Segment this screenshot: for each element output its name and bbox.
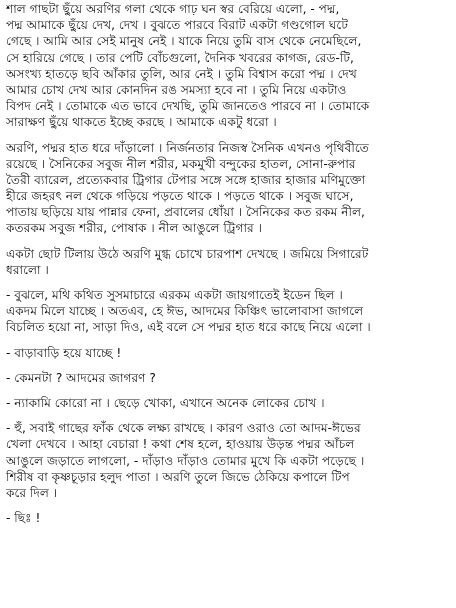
paragraph-gap — [6, 131, 450, 140]
text-line: শিরীষ বা কৃষ্ণচূড়ার হলুদ পাতা । অরণি তুলে জিভে ঠেকিয়ে কপালে টিপ — [6, 469, 350, 484]
text-line: একদম মিলে যাচ্ছে । অতএব, হে ঈভ, আদমের কিঞ্চিৎ ভালোবাসা জাগলে — [6, 304, 364, 319]
text-line: - হুঁ, সবাই গাছের ফাঁক থেকে লক্ষ্য রাখছে । কারণ ওরাও তো আদম-ঈভের — [6, 421, 361, 436]
text-line: রয়েছে । সৈনিকের সবুজ নীল শরীর, মকমুখী বন্দুকের হাতল, সোনা-রুপার — [6, 156, 356, 171]
text-line: পাতায় ছড়িয়ে যায় পান্নার ফেনা, প্রবালের ধোঁয়া । সৈনিকের কত রকম নীল, — [6, 205, 365, 220]
paragraph-gap — [6, 361, 450, 370]
text-line: আমার চোখ দেখ আর কোনদিন রঙ সমস্যা হবে না । তুমি নিয়ে একটাও — [6, 82, 347, 97]
paragraph-6 — [6, 370, 450, 386]
text-line: একটা ছোট টিলায় উঠে অরণি মুগ্ধ চোখে চারপাশ দেখছে । জমিয়ে সিগারেট — [6, 246, 369, 261]
text-line: সারাক্ষণ ছুঁয়ে থাকতে ইচ্ছে করছে । আমাকে একটু ধরো । — [6, 115, 277, 130]
text-line: তৈরী ব্যারেল, প্রত্যেকবার ট্রিগার টেপার সঙ্গে সঙ্গে হাজার হাজার মণিমুক্তো — [6, 172, 366, 187]
text-line: - কেমনটা ? আদমের জাগরণ ? — [6, 370, 156, 385]
paragraph-9 — [6, 510, 450, 526]
paragraph-gap — [6, 237, 450, 246]
text-line: গেছে । আমি আর সেই মানুষ নেই । যাকে নিয়ে তুমি বাস থেকে নেমেছিলে, — [6, 34, 362, 49]
text-line: - বুঝলে, মথি কথিত সুসমাচারে এরকম একটা জায়গাতেই ইডেন ছিল । — [6, 288, 343, 302]
text-line: - বাড়াবাড়ি হয়ে যাচ্ছে ! — [6, 345, 122, 360]
paragraph-8 — [6, 420, 450, 501]
paragraph-gap — [6, 278, 450, 287]
text-line: অরণি, পদ্মর হাত ধরে দাঁড়ালো । নির্জনতার নিজস্ব সৈনিক এখনও পৃথিবীতে — [6, 140, 369, 155]
paragraph-1 — [6, 1, 450, 131]
paragraph-gap — [6, 501, 450, 510]
text-line: ধরালো । — [6, 262, 49, 277]
text-line: কতরকম সবুজ শরীর, পোষাক । নীল আঙুলে ট্রিগার । — [6, 221, 262, 236]
paragraph-gap — [6, 386, 450, 395]
paragraph-gap — [6, 336, 450, 345]
text-line: হীরে জহরৎ নল থেকে গড়িয়ে পড়তে থাকে । পড়তে থাকে । সবুজ ঘাসে, — [6, 189, 354, 204]
text-line: পদ্ম আমাকে ছুঁয়ে দেখ, দেখ । বুঝতে পারবে বিরাট একটা গণ্ডগোল ঘটে — [6, 18, 348, 33]
text-line: খেলা দেখবে । আহা বেচারা ! কথা শেষ হলে, হাওয়ায় উড়ন্ত পদ্মর আঁচল — [6, 437, 355, 452]
text-line: বিচলিত হয়ো না, সাড়া দিও, এই বলে সে পদ্মর হাত ধরে কাছে নিয়ে এলো । — [6, 320, 371, 335]
text-line: - ছিঃ ! — [6, 511, 41, 526]
paragraph-3 — [6, 246, 450, 278]
text-line: বিপদ নেই । তোমাকে এত ভাবে দেখছি, তুমি জানতেও পারবে না । তোমাকে — [6, 99, 370, 114]
text-line: - ন্যাকামি কোরো না । ছেড়ে খোকা, এখানে অনেক লোকের চোখ । — [6, 395, 325, 410]
paragraph-gap — [6, 411, 450, 420]
paragraph-7 — [6, 395, 450, 411]
paragraph-4 — [6, 287, 450, 336]
text-line: আঙুলে জড়াতে লাগলো, - দাঁড়াও দাঁড়াও তোমার মুখে কি একটা পড়েছে । — [6, 453, 365, 468]
text-line: শাল গাছটা ছুঁয়ে অরণির গলা থেকে গাঢ় ঘন স্বর বেরিয়ে এলো, - পদ্ম, — [6, 2, 340, 16]
paragraph-5 — [6, 345, 450, 361]
text-line: সে হারিয়ে গেছে । তার পেটি বোঁচগুলো, দৈনিক খবরের কাগজ, রেড-টি, — [6, 50, 354, 65]
text-line: করে দিল । — [6, 485, 58, 500]
paragraph-2 — [6, 140, 450, 237]
text-line: অসংখ্য হাতড়ে ছবি আঁকার তুলি, আর নেই । তুমি বিশ্বাস করো পদ্ম । দেখ — [6, 66, 357, 81]
